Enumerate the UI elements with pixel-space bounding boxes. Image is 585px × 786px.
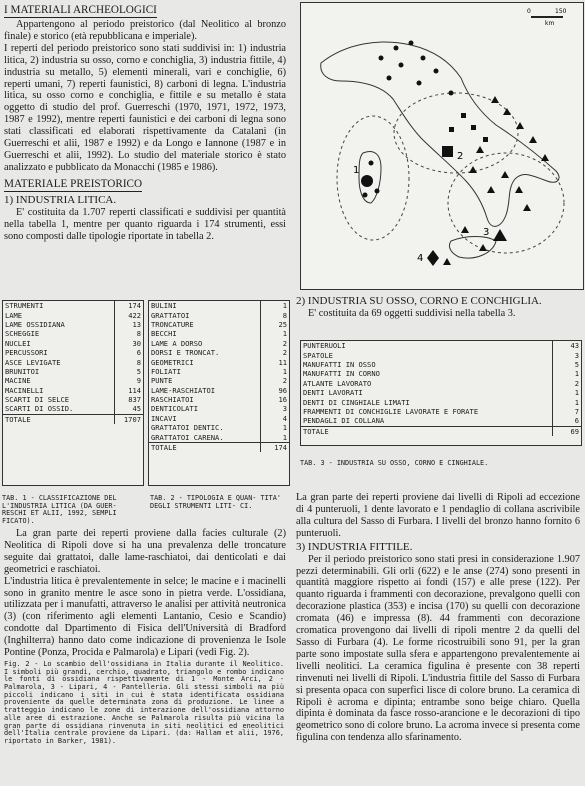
table-cell-value: 2 bbox=[261, 348, 290, 357]
table-2-strumenti bbox=[148, 300, 290, 486]
table-cell-label: PUNTE bbox=[151, 376, 173, 386]
table-row bbox=[3, 348, 143, 357]
table-row bbox=[3, 339, 143, 348]
figure-2-obsidian-map bbox=[300, 2, 584, 290]
table-cell-value: 30 bbox=[115, 339, 144, 348]
table-cell-label: INCAVI bbox=[151, 413, 177, 423]
table-cell-value: 6 bbox=[553, 416, 582, 426]
table-cell-label: GRATTATOI bbox=[151, 310, 190, 320]
table-cell-label: BULINI bbox=[151, 301, 177, 311]
source-label-4: 4 bbox=[417, 253, 424, 264]
table-total-row bbox=[301, 426, 581, 436]
table-row bbox=[3, 367, 143, 376]
table-2-caption: TAB. 2 - TIPOLOGIA E QUAN- TITA' DEGLI STRUMENTI LITI- CI. bbox=[150, 494, 281, 510]
table-row bbox=[3, 386, 143, 395]
table-cell-label: GRATTATOI DENTIC. bbox=[151, 423, 224, 433]
table-row bbox=[149, 367, 289, 376]
litica-paragraph: E' costituita da 1.707 reperti classificati e suddivisi per quantità nella tabella 1, mentre per quanto riguarda i 174 strumenti, essi sono composti dalle tipologie riportate in tabella 2. bbox=[4, 206, 286, 242]
body-paragraph-2: L'industria litica è prevalentemente in selce; le macine e i macinelli sono in granito mentre le asce sono in pietra verde. L'ossidiana, utilizzata per i manufatti, attraverso le analisi per attività neutronica (3) (con riferimento agli elementi Lantanio, Cesio e Scandio) condotte dal Dpartimento di Fisica dell'Università di Bradford (Inghilterra) hanno dato come indicazione di provenienza le Isole Pontine (Ponza, Procida e Palmarola) e Lipari (vedi Fig. 2). bbox=[4, 575, 286, 659]
site-symbols bbox=[363, 41, 550, 266]
sicily-outline bbox=[449, 237, 496, 259]
left-body bbox=[2, 528, 288, 746]
table-cell-label: PUNTERUOLI bbox=[303, 341, 346, 351]
table-row bbox=[149, 339, 289, 348]
table-row bbox=[301, 379, 581, 388]
section-heading-preistorico: MATERIALE PREISTORICO bbox=[4, 177, 143, 190]
table-row bbox=[3, 395, 143, 404]
section-heading-materiali: I MATERIALI ARCHEOLOGICI bbox=[4, 4, 157, 16]
table-cell-value: 1 bbox=[261, 432, 290, 442]
subheading-osso: 2) INDUSTRIA SU OSSO, CORNO E CONCHIGLIA. bbox=[296, 295, 542, 307]
table-1-litica bbox=[2, 300, 144, 486]
table-row bbox=[301, 416, 581, 426]
table-1-caption: TAB. 1 - CLASSIFICAZIONE DEL L'INDUSTRIA LITICA (DA GUER- RESCHI ET ALII, 1992, SEMPLI FICATO). bbox=[2, 494, 117, 525]
osso-paragraph: E' costituita da 69 oggetti suddivisi nella tabella 3. bbox=[308, 308, 516, 319]
source-lipari-triangle bbox=[493, 229, 507, 241]
table-row bbox=[301, 369, 581, 378]
table-cell-label: DENTI DI CINGHIALE LIMATI bbox=[303, 397, 410, 407]
table-row bbox=[3, 357, 143, 366]
table-row bbox=[301, 407, 581, 416]
table-cell-label: DENTI LAVORATI bbox=[303, 388, 363, 398]
scale-unit-label: km bbox=[545, 20, 555, 27]
table-cell-label: MACINE bbox=[5, 376, 31, 386]
table-cell-value: 11 bbox=[261, 357, 290, 366]
osso-body-paragraph: La gran parte dei reperti proviene dai livelli di Ripoli ad eccezione di 4 punteruoli, 1 dente lavorato e 1 pendaglio di collana ascrivibile alla cultura del Sasso di Furbara. I livelli del bronzo hanno fornito 6 punteruoli. bbox=[296, 492, 580, 539]
table-row bbox=[301, 341, 581, 350]
intro-paragraph-2: I reperti del periodo preistorico sono stati suddivisi in: 1) industria litica, 2) industria su osso, corno e conchiglia, 3) industria fittile, 4) industria su metallo, 5) elementi minerali, vari e conchiglie, 6) reperti umani, 7) reperti faunistici, 8) carboni di legna. L'industria litica, su osso corno e conchiglia, e fittile e su metallo è stata oggetto di studio del prof. Guerreschi (1970, 1971, 1972, 1973, 1987 e 1992), mentre reperti faunistici e dei carboni di legna sono stati classificati ed elaborati rispettivamente da Catalani (in Guerreschi et alii, 1987 e 1992) e da Longo e Iannone (1987 e in Guerreschi et alii, 1992). Lo studio del materiale storico è stato analizzato e pubblicato da Monacchi (1985 e 1986). bbox=[4, 42, 286, 173]
table-row bbox=[149, 310, 289, 319]
fittile-paragraph: Per il periodo preistorico sono stati presi in considerazione 1.907 pezzi determinabili. Gli orli (622) e le anse (274) sono presenti in quantità maggiore rispetto ai fondi (157) e alle prese (122). Per quanto riguarda i frammenti con decorazione, prevalgono quelli con decorazione plastica (353) e incisa (170) su quelli con decorazione cromata (46) e impressa (8). 44 frammenti con decorazione cromatica provengono dai livelli di ripoli mentre 2 da quelli del Sasso di Furbara (4). Le forme ricostruibili sono 91, per la gran parte sono impostate sulla sfera e appartengono prevalentemente ai livelli neolitici. La ceramica figulina è presente con 38 reperti rinvenuti nei livelli di Ripoli. L'industria fittile del Sasso di Furbara si presenta opaca con superfici lisce di colore bruno. La ceramica di Ripoli è acroma e dipinta; entrambe sono beige chiaro. Quella dipinta è dominata da fasce rosso-arancione e le decorazioni di tipo geometrico sono di colore bruno. La acroma invece si presenta come figulina con tendenza allo sfarinamento. bbox=[296, 553, 580, 744]
figure-2-caption: Fig. 2 - Lo scambio dell'ossidiana in Italia durante il Neolitico. I simboli più grandi, cerchio, quadrato, triangolo e rombo indicano le fonti di ossidiana rispettivamente di 1 - Monte Arci, 2 - Palmarola, 3 - Lipari, 4 - Pantelleria. Gli stessi simboli ma più piccoli indicano i siti in cui è stata identificata ossidiana proveniente da quelle determinata zona di produzione. Le linee a tratteggio indicano le zone di interazione dell'ossidiana attorno alle aree di estrazione. Anche se Palmarola risulta più vicina la gran parte di ossidiana rinvenuta in siti neolitici ed eneolitici dell'Italia centrale proviene da Lipari. (da: Hallam et alii, 1976, riportato in Barker, 1981). bbox=[4, 659, 284, 745]
table-row bbox=[149, 301, 289, 310]
table-row bbox=[149, 386, 289, 395]
table-row bbox=[3, 376, 143, 385]
table-cell-label: SCARTI DI SELCE bbox=[5, 395, 70, 405]
table-row bbox=[149, 329, 289, 338]
table-cell-label: MANUFATTI IN OSSO bbox=[303, 359, 376, 369]
table-row bbox=[149, 357, 289, 366]
right-body bbox=[294, 492, 582, 744]
table-cell-label: BRUNITOI bbox=[5, 366, 40, 376]
table-cell-value: 5 bbox=[115, 367, 144, 376]
table-cell-label: GRATTATOI CARENA. bbox=[151, 432, 224, 442]
table-row bbox=[301, 350, 581, 359]
table-cell-value: 8 bbox=[115, 329, 144, 338]
source-label-1: 1 bbox=[353, 165, 360, 176]
table-cell-value: 6 bbox=[115, 348, 144, 357]
table-cell-label: FOLIATI bbox=[151, 366, 181, 376]
table-cell-value: 13 bbox=[115, 320, 144, 329]
table-cell-value: 3 bbox=[553, 350, 582, 359]
table-cell-value: 1 bbox=[261, 329, 290, 338]
table-cell-value: 174 bbox=[115, 301, 144, 310]
table-cell-value: 1 bbox=[553, 388, 582, 397]
table-cell-value: 2 bbox=[261, 376, 290, 385]
table-cell-value: 9 bbox=[115, 376, 144, 385]
table-row bbox=[3, 320, 143, 329]
table-cell-value: 3 bbox=[261, 404, 290, 413]
table-3-caption: TAB. 3 - INDUSTRIA SU OSSO, CORNO E CINGHIALE. bbox=[300, 459, 489, 467]
right-upper bbox=[294, 294, 582, 320]
source-palmarola-square bbox=[442, 146, 453, 157]
source-monte-arci-circle bbox=[361, 175, 373, 187]
scale-zero-label: 0 bbox=[527, 8, 531, 15]
table-cell-label: TRONCATURE bbox=[151, 319, 194, 329]
table-cell-label: MACINELLI bbox=[5, 385, 44, 395]
table-row bbox=[301, 388, 581, 397]
body-paragraph-1: La gran parte dei reperti proviene dalla facies culturale (2) Neolitica di Ripoli dove si ha una prevalenza delle troncature seguite dai grattatoi, dalle lame-raschiatoi, dai denticolati e dai geometrici e raschiatoi. bbox=[4, 528, 286, 575]
table-row bbox=[3, 310, 143, 319]
table-cell-value: 4 bbox=[261, 414, 290, 423]
table-cell-label: GEOMETRICI bbox=[151, 357, 194, 367]
table-row bbox=[149, 348, 289, 357]
table-cell-value: 2 bbox=[261, 339, 290, 348]
left-column bbox=[2, 0, 288, 243]
table-cell-label: PENDAGLI DI COLLANA bbox=[303, 416, 385, 426]
italy-outline bbox=[321, 42, 559, 226]
scale-max-label: 150 bbox=[555, 8, 567, 15]
zone-lipari bbox=[448, 153, 564, 253]
table-cell-label: LAME A DORSO bbox=[151, 338, 203, 348]
table-cell-value: 1 bbox=[553, 369, 582, 378]
table-row bbox=[149, 404, 289, 413]
table-row bbox=[3, 329, 143, 338]
table-cell-label: RASCHIATOI bbox=[151, 395, 194, 405]
subheading-litica: 1) INDUSTRIA LITICA. bbox=[4, 193, 117, 206]
table-row bbox=[3, 404, 143, 414]
table-3-osso bbox=[300, 340, 582, 446]
table-cell-label: LAME OSSIDIANA bbox=[5, 319, 65, 329]
table-row bbox=[3, 301, 143, 310]
table-cell-label: ATLANTE LAVORATO bbox=[303, 378, 372, 388]
source-pantelleria-diamond bbox=[427, 250, 439, 266]
table-cell-value: 43 bbox=[553, 341, 582, 350]
table-cell-label: FRAMMENTI DI CONCHIGLIE LAVORATE E FORATE bbox=[303, 406, 479, 416]
table-row bbox=[149, 376, 289, 385]
table-row bbox=[149, 423, 289, 432]
table-cell-label: SCHEGGIE bbox=[5, 329, 40, 339]
table-cell-label: LAME bbox=[5, 310, 23, 320]
table-total-label: TOTALE bbox=[301, 426, 553, 436]
zone-palmarola bbox=[394, 93, 518, 173]
table-row bbox=[149, 395, 289, 404]
table-cell-label: SCARTI DI OSSID. bbox=[5, 404, 74, 414]
table-cell-value: 2 bbox=[553, 379, 582, 388]
subheading-fittile: 3) INDUSTRIA FITTILE. bbox=[296, 540, 413, 553]
table-total-row bbox=[3, 414, 143, 424]
table-cell-label: PERCUSSORI bbox=[5, 348, 48, 358]
table-cell-value: 422 bbox=[115, 310, 144, 319]
table-cell-value: 1 bbox=[553, 397, 582, 406]
table-cell-label: MANUFATTI IN CORNO bbox=[303, 369, 380, 379]
table-cell-value: 1 bbox=[261, 301, 290, 310]
table-cell-label: STRUMENTI bbox=[5, 301, 44, 311]
italy-map-svg bbox=[301, 3, 583, 289]
table-total-row bbox=[149, 442, 289, 452]
table-cell-value: 5 bbox=[553, 360, 582, 369]
table-row bbox=[301, 360, 581, 369]
source-label-2: 2 bbox=[457, 151, 464, 162]
table-cell-value: 114 bbox=[115, 386, 144, 395]
table-cell-value: 8 bbox=[115, 357, 144, 366]
table-cell-value: 1 bbox=[261, 423, 290, 432]
table-cell-value: 96 bbox=[261, 386, 290, 395]
intro-paragraph-1: Appartengono al periodo preistorico (dal Neolitico al bronzo finale) e storico (età repubblicana e imperiale). bbox=[4, 19, 286, 42]
source-label-3: 3 bbox=[483, 227, 490, 238]
table-row bbox=[301, 397, 581, 406]
table-cell-value: 1 bbox=[261, 367, 290, 376]
table-cell-label: ASCE LEVIGATE bbox=[5, 357, 61, 367]
table-row bbox=[149, 320, 289, 329]
table-cell-value: 25 bbox=[261, 320, 290, 329]
table-total-value: 174 bbox=[261, 442, 290, 452]
table-total-label: TOTALE bbox=[149, 442, 261, 452]
table-row bbox=[149, 432, 289, 442]
table-cell-label: SPATOLE bbox=[303, 350, 333, 360]
table-cell-label: DENTICOLATI bbox=[151, 404, 198, 414]
table-cell-label: DORSI E TRONCAT. bbox=[151, 348, 220, 358]
table-cell-label: NUCLEI bbox=[5, 338, 31, 348]
table-row bbox=[149, 414, 289, 423]
table-total-label: TOTALE bbox=[3, 414, 115, 424]
table-cell-label: LAME-RASCHIATOI bbox=[151, 385, 216, 395]
table-cell-value: 837 bbox=[115, 395, 144, 404]
table-cell-value: 7 bbox=[553, 407, 582, 416]
table-total-value: 1707 bbox=[115, 414, 144, 424]
table-cell-value: 8 bbox=[261, 310, 290, 319]
zone-monte-arci bbox=[337, 116, 409, 240]
table-cell-value: 45 bbox=[115, 404, 144, 414]
table-cell-label: BECCHI bbox=[151, 329, 177, 339]
table-cell-value: 16 bbox=[261, 395, 290, 404]
table-total-value: 69 bbox=[553, 426, 582, 436]
